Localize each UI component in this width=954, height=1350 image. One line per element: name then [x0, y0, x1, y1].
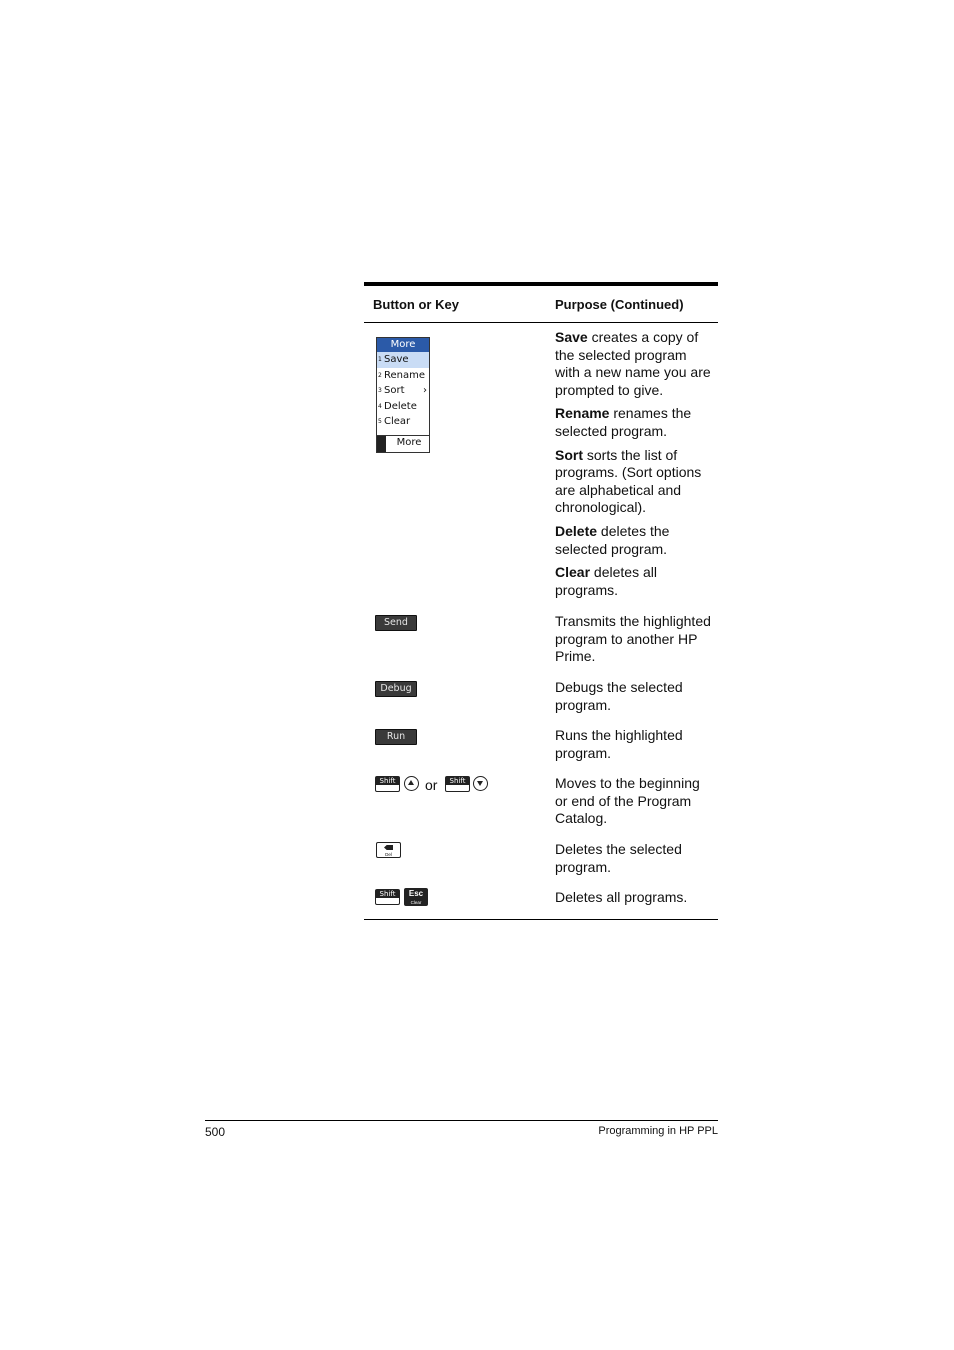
table-row-debug — [364, 675, 718, 723]
table-row-shift-esc — [364, 885, 718, 919]
table-header — [364, 286, 718, 323]
shift-key: Shift — [375, 776, 400, 792]
more-menu-title: More — [377, 338, 429, 352]
desc-save: Save creates a copy of the selected program with a new name you are prompted to give. — [555, 329, 711, 398]
del-description: Deletes the selected program. — [555, 841, 682, 875]
run-softkey: Run — [375, 729, 417, 745]
debug-softkey: Debug — [375, 681, 417, 697]
or-text: or — [425, 777, 438, 793]
down-arrow-key-icon — [473, 776, 488, 791]
more-menu-description — [555, 329, 715, 605]
chevron-right-icon: › — [423, 385, 427, 396]
more-menu-footer — [377, 435, 429, 452]
menu-item-clear: 5 Clear — [378, 416, 411, 427]
shift-key-2: Shift — [445, 776, 470, 792]
more-menu-image — [376, 337, 430, 453]
header-purpose: Purpose (Continued) — [555, 297, 684, 312]
table-row-send — [364, 609, 718, 675]
shift-arrows-description: Moves to the beginning or end of the Program Catalog. — [555, 775, 700, 827]
menu-item-rename: 2 Rename — [378, 369, 426, 381]
section-title: Programming in HP PPL — [598, 1125, 718, 1137]
esc-key: Esc Clear — [404, 888, 428, 906]
send-description: Transmits the highlighted program to another HP Prime. — [555, 613, 711, 665]
up-arrow-key-icon — [404, 776, 419, 791]
backspace-icon — [384, 845, 393, 850]
menu-item-delete: 4 Delete — [378, 400, 417, 412]
desc-clear: Clear deletes all programs. — [555, 564, 657, 598]
desc-rename: Rename renames the selected program. — [555, 405, 692, 439]
table-row-more-menu — [364, 323, 718, 609]
debug-description: Debugs the selected program. — [555, 679, 683, 713]
shift-esc-description: Deletes all programs. — [555, 889, 688, 905]
table-bottom-rule — [364, 919, 718, 920]
del-key: Del — [376, 842, 401, 858]
more-softkey-label: More — [396, 437, 422, 448]
menu-item-save: 1 Save — [377, 352, 429, 368]
desc-sort: Sort sorts the list of programs. (Sort options are alphabetical and chronological). — [555, 446, 702, 516]
table-row-shift-arrows — [364, 771, 718, 837]
table-row-del — [364, 837, 718, 885]
page-number: 500 — [205, 1125, 226, 1139]
shift-key-3: Shift — [375, 889, 400, 905]
footer-rule — [205, 1120, 718, 1121]
menu-item-sort: 3 Sort › — [377, 383, 429, 399]
table-row-run — [364, 723, 718, 771]
send-softkey: Send — [375, 615, 417, 631]
softkey-edge — [377, 436, 386, 452]
button-purpose-table — [364, 282, 718, 919]
header-button-or-key: Button or Key — [373, 297, 459, 312]
run-description: Runs the highlighted program. — [555, 727, 683, 761]
desc-delete: Delete deletes the selected program. — [555, 522, 670, 557]
